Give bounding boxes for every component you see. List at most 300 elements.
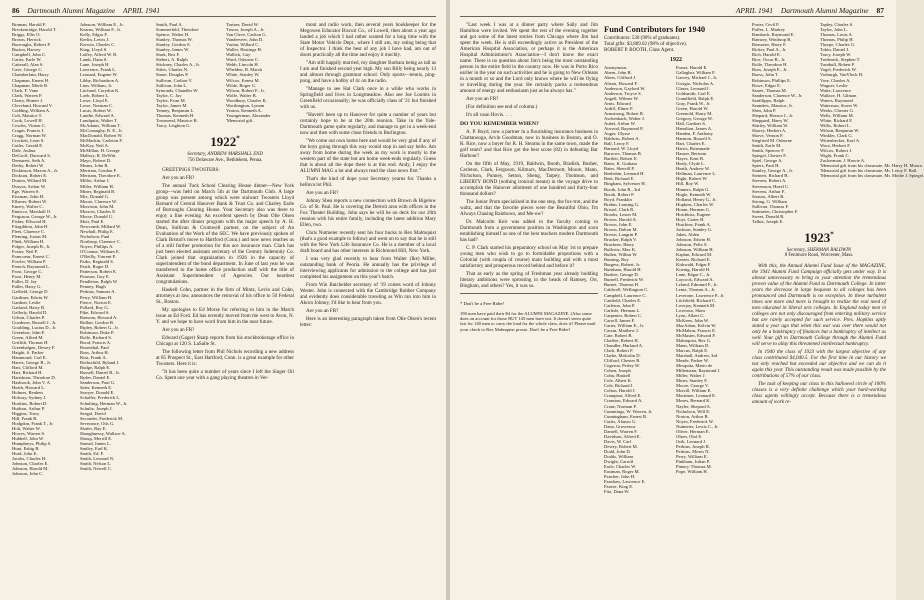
contributor-name: Thomas, Louis A. [820, 32, 853, 38]
contributor-name: Perry, William E. [676, 454, 708, 459]
contributor-name: Hill, Roy W. [676, 181, 700, 187]
contributor-name: Gallagher, William F. [676, 70, 716, 76]
donor-name: Gilson, Charles P. [12, 314, 45, 320]
donor-name: Lundquist, Walter T. [80, 117, 118, 123]
fund-contributors-count: Contributors: 530 (90% of graduates). [604, 36, 681, 41]
contributor-name: Strauss, Albert B. [752, 193, 785, 199]
donor-name: Dickinson, Maxon A., Jr. [12, 168, 59, 174]
contributor-name: Hoyt, Carter H. [676, 216, 705, 222]
donor-name: Chamberlain, Harry [12, 72, 49, 78]
paragraph: From Win Batchelder secretary of '19 comes word of Johnny Wester. John is connected with the Cambridge Rubber Company and evidently does considerable traveling as Win ran into him in Akron Johnny, I'd like to hear from you. [300, 282, 436, 306]
donor-name: Hart, Clifford M. [12, 365, 44, 371]
contributor-name: Marshall, Andrew, 3rd [676, 353, 718, 359]
contributor-name: Zuckerman, J. Harvie A. [820, 158, 866, 164]
contributor-name: Leverone, Lawrence P., Jr. [676, 292, 725, 298]
donor-name: Cragin, Francis J. [12, 127, 45, 133]
donor-name: Flink, William H. [12, 239, 45, 245]
contributor-name: Caldwell, Wellington C. [604, 287, 649, 293]
contributor-name: Sweet, Donald R. [752, 213, 785, 219]
donor-name: Smith, Newell C. [80, 466, 112, 472]
donor-name: Smith, Ed. F. [80, 450, 105, 456]
olsen-letter-excerpt [460, 22, 598, 118]
paragraph: Johnny Sbea reports a new connection with Brown & Bigelow Co. of St. Paul. He is covering the Detroit area with offices in the Fox Theater Building. John says he will be on deck for our 20th reunion with his entire family, including the latest addition Mary Ellen, two. [300, 198, 436, 228]
contributor-name: Cohn, Haskell [604, 373, 631, 379]
contributor-name: Baldwin, Robert A. [604, 136, 640, 142]
left-page [0, 0, 446, 600]
contributor-name: Watterson, Storer W. [820, 102, 859, 108]
donor-name: Rosenthal, Paul [80, 345, 109, 350]
donor-name: Taylor, Evan M. [156, 97, 186, 103]
contributor-name: Saunders, Maurice, Jr. [752, 102, 793, 108]
contributor-name: Mortimer, Leonard E. [676, 393, 717, 399]
contributor-name: Carleton, John P. [604, 302, 636, 308]
contributor-name: Nutmeier, Lewis C., Jr. [676, 423, 719, 429]
donor-name: Wallick, Guy [226, 52, 251, 58]
donor-name: Francoeur, Ernest C. [12, 254, 50, 260]
contributor-name: Clifford, Chester B. [604, 358, 641, 364]
donor-name: Crockett, Leon S. [12, 138, 45, 144]
contributor-name: Ricker, Paul A., Jr. [752, 47, 787, 53]
contributor-name: Anderson, Troyce S. [604, 90, 642, 96]
header-rule [12, 16, 436, 17]
contributor-name: Cummings, W. Warren, Jr. [604, 408, 653, 414]
donor-name: Wilde, Roger G. [226, 82, 257, 88]
donor-name: Goulding, Lucius D., Jr. [12, 324, 57, 330]
donor-name: Sawyer, Donald E. [80, 390, 115, 396]
donor-name: Fowler, William P. [12, 259, 47, 265]
contributor-name: Vose, Charles A. [820, 77, 851, 83]
donor-name: Hammond, Carl E. [12, 355, 47, 361]
contributor-name: Fitz, Dana W. [604, 489, 630, 495]
paragraph: Edward (Gager) Sharp reports from his stockbrokerage office in Chicago at 120 S. LaSalle St. [156, 335, 294, 348]
donor-name: Waller, Hastings H. [226, 47, 262, 53]
right-page-header [736, 6, 884, 15]
donor-name: Vanderveer, John D. [226, 37, 264, 43]
contributor-name: Gray, Frank W., Jr. [676, 100, 711, 106]
donor-name: Stone, Douglas P. [156, 72, 189, 78]
donor-name: Stebert, A. Ralph [156, 57, 188, 63]
contributor-name: Anderson, Gaylord W. [604, 85, 646, 91]
donor-name: Green, Alfred M. [12, 334, 44, 340]
fund-contributors-title: Fund Contributors for 1940 [604, 24, 706, 34]
donor-name: Stark, Rex F. [156, 52, 180, 58]
contributor-name: Shirley, William W. [752, 122, 789, 128]
donor-name: Mott, Paul E. [80, 218, 105, 224]
donor-name: Gellerly, Harold D. [12, 309, 48, 315]
donor-name: Pierce, Norton E. [80, 299, 112, 305]
magazine-title: Dartmouth Alumni Magazine [780, 6, 869, 15]
donor-name: Clark, Warren P. [12, 92, 43, 98]
contributor-name: Garvey, Michael J., Jr. [676, 75, 718, 81]
donor-name: Fuller, D. Jay [12, 279, 37, 285]
contributor-name: Noyes, Frederick W. [676, 418, 714, 424]
contributor-name: McKeen, John W. [676, 317, 709, 323]
donor-name: Burton, Harvey [12, 47, 41, 53]
header-rule [460, 16, 884, 17]
donor-name: Wolfe, Walter B. [226, 92, 257, 98]
donor-name: Symonds, Chandler W. [156, 87, 199, 93]
donor-name: Parks, Reginald S. [80, 259, 114, 265]
contributor-name: Siegfried M. Osborne [752, 138, 792, 144]
class-1922-secretary: Secretary, ANDREW MARSHALL END [187, 151, 263, 157]
contributor-name: Thomas, Philip H. [820, 37, 854, 43]
donor-name: 'Memorial gift. [226, 117, 254, 123]
contributor-name: 'Memorial gift from his classmate, Mr. Leroy F. Ball. [820, 168, 918, 174]
contributor-name: Mann, William D. [676, 342, 710, 348]
paragraph: "Last week I was at a dinner party where Sally and Jim Hamilton were invited. We spent the rest of the evening together and got some of the latest stories from Chicago where Jim had spent the week. He is still exceedingly active as President of the American Hospital Association, or perhaps it is the American Hospital Administrator's Association—I don't know the exact name. There is no question about Jim's being the most outstanding person in the entire field in the country now. He was in Porto Rico earlier in the year on such activities and he is going to New Orleans in a month or so and the Lord only knows where he will be flying or travelling during the year. He certainly packs a tremendous amount of energy and enthusiasm just as he always has." [460, 22, 598, 94]
contributor-name: Marcus, Ralph E. [676, 348, 709, 354]
contributor-name: Stevenson, Hazel C. [752, 183, 790, 189]
contributor-name: Weeks, Chester G. [820, 107, 855, 113]
donor-name: Libby, Richardson A. [80, 77, 120, 83]
contributor-name: Brucker, Ralph V. [604, 236, 637, 242]
contributor-name: Daniell, Warren F. [604, 428, 638, 434]
donor-name: Van Cleve, Carlton G. [226, 32, 267, 38]
donor-name: Hill, Frank R. [12, 415, 38, 421]
donor-name: Seconder, Frederick M. [80, 415, 124, 421]
contributor-name: Grandfield, Ralph E. [676, 95, 715, 101]
donor-name: Spence, Walter H. [156, 32, 190, 38]
contributor-name: Cogeron, Perley W. [604, 363, 640, 369]
paragraph: The annual Tuck School Clearing House dinner—New York group—was held on March 5th at the Dartmouth Club. A large group was present among which were stalwart Twosters Lloyd Barnard of Central Hanover Bank & Trust Co. and Charley Earle of Burroughs Clearing House. Your Secretary also was there to enjoy a fine evening. An excellent speech by Dean Olie Olsen started the after dinner program with the major speech by A. H. Dean, Sullivan & Cromwell partner, on the subject of An Evaluation of the Work of the SEC. We have previously spoken of Clark Bristol's move to Hartford (Conn.) and now news reaches us of a still further promotion for this ace insurance man. Clark has just been elected assistant secretary of the Century Indemnity Co. Clark joined that organization in 1926 in the capacity of superintendent of the bond department. In June of last year he was transferred to the home office production staff with the title of Assistant Superintendent of Agencies. Our heartiest congratulations. [156, 183, 294, 286]
contributor-name: Goldsmith, Carl E. [676, 90, 711, 96]
contributor-name: Kirkwald, Edgar F. [676, 262, 712, 268]
class-1923-column [752, 22, 924, 596]
donor-name: Mallory, R. DeWitt [80, 153, 116, 159]
contributor-name: Hutchins, Frank A. [676, 221, 711, 227]
donor-name: Woodbury, Charles K. [226, 97, 267, 103]
donor-name: Tracy, Leighton G. [156, 122, 191, 128]
donor-name: Derby, Robert W. [12, 163, 45, 169]
contributor-name: Stanley, George A., Jr. [752, 168, 794, 174]
donor-name: Cowles, Vinton C. [12, 122, 46, 128]
contributor-name: Dwight, Carroll [604, 459, 634, 465]
donor-name: Fisher, Ellwood H. [12, 218, 47, 224]
donor-name: Smith, Paul A. [156, 22, 183, 27]
contributor-name: Bates, Sherrill P. [604, 166, 635, 172]
contributor-name: Woot, Herbert F. [820, 143, 851, 149]
donor-list-column-4 [226, 22, 294, 123]
paragraph: The task of keeping our class in this hallowed circle of 100% classes is a very definite challenge which your hard-working class agents willingly accept. Because there is a tremendous amount of work re- [752, 381, 886, 406]
contributor-name: Puffer, L. Markey [752, 27, 785, 33]
contributor-name: Hall, Gardner S. [676, 120, 707, 126]
donor-name: Brown, Herrick [12, 37, 41, 43]
contributor-name: Nayler, Shepard A. [676, 403, 712, 409]
contributor-name: Nicholson, Will E. [676, 408, 711, 414]
donor-name: Litchard, Corydon K. [80, 87, 120, 93]
donor-name: Ridlon, Gordon R. [80, 319, 115, 325]
donor-name: Patterson, Robert E. [80, 269, 117, 275]
donor-name: Sater, Kenneth E. [80, 385, 113, 391]
contributor-name: Davis, W. Carl [604, 438, 632, 444]
contributor-name: Bullwitz, Max K. [604, 247, 637, 253]
paragraph: "It has been quite a number of years since I left the Singer Oil Co. Spent one year with a gang playing theatres in Ver- [156, 369, 294, 382]
donor-name: Morrow, Charles E. [80, 208, 117, 214]
contributor-name: Lentz, Thomas A., Jr. [676, 287, 716, 293]
donor-name: Northrup, Clarence C. [80, 239, 121, 245]
donor-list-column-1 [12, 22, 78, 596]
donor-name: Ross, Arthur H. [80, 350, 109, 356]
donor-name: Kelly, Edgar F. [80, 32, 108, 38]
contributor-name: Colton, Harold J. [604, 388, 636, 394]
donor-name: Loeb, Robert L. [80, 92, 110, 98]
class-1923-secretary: Secretary, SHERMAN BALDWIN [786, 247, 852, 253]
contributor-name: Pinney, Thomas M. [676, 464, 712, 470]
fund-contributors-list-a [604, 65, 674, 494]
donor-name: Miner, Reginald B. [80, 188, 116, 194]
paragraph: The following letter from Phil Nichols recording a new address at 85 Prospect St., East Hartford, Conn. is a great example for other Twosters. Here it is: [156, 349, 294, 368]
contributor-name: Chaffee, Robert H. [604, 337, 639, 343]
donor-name: Breckenridge, Harold T. [12, 27, 57, 33]
donor-name: Pearson, Guy E. [80, 274, 110, 280]
contributor-name: Jackson, Stanley G. [676, 226, 713, 232]
contributor-name: Handen, F. Anthony [676, 131, 713, 136]
contributor-name: Tobin, Daniel J. [820, 47, 850, 53]
donor-name: Moore, Clarence W. [80, 198, 117, 204]
contributor-name: Cole, Richard J. [604, 383, 634, 389]
contributor-name: Ball, Leroy F. [604, 141, 630, 147]
contributor-name: Loverour, Shaw [676, 307, 706, 313]
donor-name: Eissman, John H. [12, 193, 45, 199]
contributor-name: Glazer, Leonard J. [676, 85, 710, 91]
contributor-name: Carter, William E., Jr. [604, 322, 644, 328]
donor-name: Merriam, Gordon F. [80, 168, 117, 174]
donor-name: Shoup, Merrill E. [80, 435, 113, 441]
donor-name: Lowe, Lloyd E. [80, 97, 109, 103]
contributor-name: Jakes, Alden [676, 231, 700, 237]
contributor-name: Thorpe, Charles G. [820, 42, 856, 48]
donor-name: Worthington, Lyman [226, 102, 265, 108]
remember-when-heading: DO YOU REMEMBER WHEN? [460, 121, 539, 127]
donor-name: Hudson, Arthur P. [12, 405, 45, 411]
donor-name: Ferguson, George W., Jr. [12, 213, 58, 219]
donor-name: Sommerfeld, Theodore [156, 27, 199, 33]
donor-name: Leonard, Eugene W. [80, 72, 118, 78]
contributor-name: Vogel, Frederick W. [820, 67, 857, 73]
donor-name: Briggs, Ellis O. [12, 32, 41, 38]
contributor-name: Waite, Lawrence [820, 87, 852, 93]
donor-name: Codding, William A. [12, 107, 51, 113]
contributor-name: Bingham, Sylvester H. [604, 181, 646, 187]
donor-name: Clark, F. Vane [12, 87, 39, 93]
contributor-name: Hight, Robert W. [676, 176, 708, 182]
donor-name: Fitzgibbon, John H. [12, 223, 49, 229]
contributor-name: Hart, Charles E. [676, 141, 706, 147]
contributor-name: Talbot, Joseph E. [752, 218, 784, 224]
donor-list-column-2 [80, 22, 152, 596]
contributor-name: Bruckner, Harry [604, 242, 634, 248]
donor-name: King, Lloyd S. [80, 47, 108, 53]
donor-name: Carter, Earle W. [12, 57, 42, 63]
contributor-name: Kaplan, Edward M. [676, 252, 713, 258]
donor-name: Frost, Henry M. [12, 274, 42, 280]
donor-name: Wilson, Robert F., Jr. [226, 87, 265, 93]
contributor-name: Lane, Edgar C., Jr. [676, 272, 711, 278]
donor-name: Miller, Arthur J. [80, 178, 110, 184]
paragraph: Chris Nutmeier recently sent his four bucks to Rex Malmquist (that's a good example to follow) and went on to say that he is still with the New York Life Insurance Co. He is a member of a local draft board and has other interests in Richmond Hill, New York. [300, 230, 436, 254]
donor-name: Russell, Daniel B., Jr. [80, 370, 120, 376]
class-1923-heading: 1923* [804, 229, 834, 245]
contributor-name: Giorgio, Nicholas A. [676, 80, 715, 86]
contributor-name: Smith, Earle M. [752, 143, 782, 149]
donor-name: Gardner, Leslie [12, 299, 41, 305]
contributor-name: Brabin, Lansing G. [604, 201, 640, 207]
fund-contributors-list-d [820, 22, 924, 179]
donor-name: Hunt, Ezbig B. [12, 445, 40, 451]
contributor-name: Perkins, Moses N. [676, 448, 710, 454]
contributor-name: Vorburgh, VanVleck H. [820, 72, 864, 78]
contributor-name: Dodd, John D. [604, 448, 631, 454]
donor-name: Griffith, Thomas H. [12, 339, 49, 345]
donor-name: Fleming, Justus M. [12, 233, 48, 239]
donor-name: Ryder, Daniel E. [80, 375, 111, 381]
contributor-name: Spiers, Paul H. [752, 163, 780, 169]
contributor-name: Cranston, Edward A. [604, 398, 643, 404]
contributor-name: Ross, Joseph E., Jr. [752, 67, 788, 73]
donor-name: Taylor, C. Jay [156, 92, 182, 98]
donor-name: Ellsmer, Robert W. [12, 198, 48, 204]
paragraph: "Manage to see Hal Clark once in a while who works in Springfield and lives in Longmeadow. Also see Joe Loomis in Greenfield occasionally; he was officially class of '21 but finished with us. [300, 86, 436, 110]
contributor-name: Keezer, Richard E. [676, 257, 711, 263]
contributor-name: Atwood, Raymond P. [604, 125, 644, 131]
donor-name: Smiley, Earl K. [80, 445, 109, 451]
donor-name: Miller, William H. [80, 183, 114, 189]
paragraph: My apologies to Ed Morse for referring to him in the March issue as Ed Ford. Ed has recently moved from the west to Avon, N. Y. and we hope to have word from him in the near future. [156, 307, 294, 326]
contributor-name: Davidson, Alfred E. [604, 433, 641, 439]
contributor-name: Rice, Oscar R., Jr. [752, 57, 786, 63]
donor-name: Newcomb, Millard W. [80, 223, 122, 229]
contributor-name: Moses, Bernard K. [676, 398, 711, 404]
donor-list-column-3 [156, 22, 222, 128]
donor-name: Cook, Lowell H. [12, 117, 43, 123]
contributor-name: Smith, Spencer F. [752, 148, 785, 154]
class-1922-notes [156, 167, 294, 381]
contributor-name: McMahon, Francis E. [676, 327, 717, 333]
contributor-name: Laycock, Edward A. [676, 277, 714, 283]
donor-name: Holway, Sydney J. [12, 395, 47, 401]
contributor-name: Johnson, Felix S. [676, 242, 708, 248]
class-1923-address: 8 Fenimore Road, Worcester, Mass. [784, 253, 854, 259]
left-page-header [12, 6, 160, 15]
contributor-name: Armstrong, Robert R. [604, 110, 645, 116]
donor-name: Stickney, Charles A., Jr. [156, 62, 200, 68]
contributor-name: Pope, William H. [676, 469, 708, 475]
paragraph: (For definition see end of column.) [466, 104, 538, 110]
contributor-name: Akers, Clifford J. [604, 75, 637, 81]
donor-name: Chapman, Ernest H. [12, 77, 50, 83]
contributor-name: Wight, Frank C. [820, 153, 850, 159]
donor-name: Rost, Frank A. [80, 355, 107, 361]
contributor-name: Crane, Norman F. [604, 403, 637, 409]
class-1922-letter-column [460, 22, 598, 596]
donor-name: Gaffield, George D. [12, 289, 49, 295]
contributor-name: Brown, Harold A. [604, 216, 637, 222]
contributor-name: Green, Harold W. [676, 105, 709, 111]
paragraph: A. P. Boyd, now a partner in a flourishing insurance business in Chattanooga, Arvin Goodman, now in business in Boston, and O. R. Rice, now a buyer for R. H. Stearns in the same town, made the golf team? and that Rice got the best score (82) in defeating Bar Harbour? [460, 129, 598, 159]
donor-name: Noyes, Phillips A. [80, 244, 114, 250]
donor-name: Rudge, Ralph E. [80, 365, 111, 371]
donor-name: Higgins, Tracy [12, 410, 40, 416]
donor-name: McMillan, H. George [80, 148, 120, 154]
donor-name: Fleet, Clarence C. [12, 228, 46, 234]
contributor-name: Litchfield, Richard C. [676, 297, 717, 303]
donor-name: Holmes, Reuben [12, 390, 43, 396]
class-1922-address: 756 Delaware Ave., Bethlehem, Penna. [187, 157, 263, 163]
donor-name: Hurd, John E. [12, 450, 38, 456]
donor-name: Severance, Otis G. [80, 420, 115, 426]
contributor-name: Brown, Langrin P. [604, 231, 638, 237]
contributor-name: Alison, Howard F. [604, 80, 638, 86]
contributor-name: Holland, Henry G., Jr. [676, 196, 717, 202]
donor-name: Merriam, Theodore E. [80, 173, 121, 179]
donor-name: Greenhalgen, Dewey F. [12, 345, 56, 350]
donor-name: Cutler, Gerald E. [12, 143, 44, 149]
donor-name: Demarest, Seth A. [12, 158, 46, 164]
contributor-name: Brown, John E. [604, 221, 633, 227]
contributor-name: Aschenbach, Walter J. [604, 115, 645, 121]
contributor-name: Anonymous [604, 65, 627, 71]
contributor-name: Wilson, Benjamin W. [820, 127, 860, 133]
donor-name: Youngerman, Alexander [226, 112, 271, 118]
contributor-name: Healy, Clyde L. [676, 161, 706, 167]
contributor-name: Barrows, Thomas B. [604, 151, 642, 157]
donor-name: McKay, Neil A. [80, 143, 110, 149]
contributor-name: Reasoner, Harry F. [752, 42, 787, 48]
paragraph: With this, the Annual Alumni Fund Issue of the MAGAZINE, the 1941 Alumni Fund Campaign officially gets under way. It is almost unnecessary to bring to your attention the tremendous proven value of the Alumni Fund to Dartmouth College. In latter years the decrease in large bequests to all colleges has been pronounced and Dartmouth is no exception. In these turbulent times one more and more is brought to realize the real need of men educated in liberal arts colleges. In England today men in colleges are not only discouraged from entering military service but are rarely accepted for such service. Pres. Hopkins aptly stated a year ago that when this war was over there would not only be a bankruptcy of finances but a bankruptcy of intellect as well. Your gift to Dartmouth College through the Alumni Fund will serve to allay this threatened intellectual bankruptcy. [752, 263, 886, 348]
contributor-name: Malmquist, Rex G. [676, 337, 712, 343]
paragraph: Are you an FR? [162, 175, 195, 182]
contributor-name: Stevens, Arthur F. [752, 188, 786, 194]
paragraph: GREETINGS TWOSTERS: [162, 167, 220, 174]
donor-name: Sanderson, Paul G. [80, 380, 116, 386]
contributor-name: Tapley, Charles S. [820, 22, 854, 27]
contributor-name: Norton, Arthur B. [676, 413, 709, 419]
donor-name: Dale, Joshua [12, 148, 36, 154]
donor-name: Townsend, Maurice B. [156, 117, 198, 123]
contributor-name: Canfield, Charles E. [604, 297, 642, 303]
contributor-name: Rolfe, Theodore H. [752, 62, 788, 68]
fund-year-label: 1922 [670, 57, 682, 64]
fund-contributors-list-b [676, 65, 748, 474]
donor-name: Tuxon, Joseph A., Jr. [226, 27, 265, 33]
contributor-name: Winkler, Clark G. [820, 133, 853, 139]
contributor-name: 'Memorial gift from his classmate, Mr. Harry H. Moore. [820, 163, 923, 169]
contributor-name: Meade, Parker W. [676, 358, 709, 364]
contributor-name: Tracy, Joseph W. [820, 52, 852, 58]
donor-name: Humphreys, Philip S. [12, 440, 52, 446]
contributor-name: Hotchkiss, Eugene [676, 211, 711, 217]
contributor-name: Perkins, Joseph R. [676, 443, 710, 449]
contributor-name: Morrill, William E. [676, 388, 712, 394]
contributor-name: Lyon, Albert C. [676, 312, 705, 318]
donor-name: Jacobs, Charles H. [12, 456, 47, 462]
donor-name: Penney, Hugh [80, 284, 106, 290]
contributor-name: Bartlett, Robert E. [604, 156, 638, 162]
donor-name: Schultz, Joseph J. [80, 405, 113, 411]
paragraph: C. P. Clark started his preparatory school on May 1st to prepare young men who wish to go to formidable proportions with a Colonial (with coupla of course) main building and with a most satisfactory and prosperous record behind and before it? [460, 245, 598, 269]
contributor-name: Rambach, Raymond E. [752, 32, 795, 38]
donor-name: O'Reilly, Vincent P. [80, 254, 116, 260]
donor-name: Hasbrook, John V. A. [12, 380, 52, 386]
contributor-name: Willis, Robert L. [820, 122, 851, 128]
donor-name: Trainer, David W. [226, 22, 259, 27]
fund-total-gifts: Total gifts: $3,809.02 (98% of objective). [604, 41, 687, 47]
donor-name: Stanley, James W. [156, 47, 190, 53]
contributor-name: Burgess, Robert, Jr. [604, 262, 641, 268]
contributor-name: Carpenter, Robert C. [604, 312, 643, 318]
paragraph: "We come out own home here and would be very glad if any of the boys going through this way would stop in and say hello. Am away from home during the week as my work is mostly in the western part of the state but am home week-ends regularly. Guess that is about all the dope there is at this end. Andy, I enjoy the ALUMNI MAG a lot and always read the class news first." [300, 138, 436, 174]
contributor-name: Tredenick, Stephen T. [820, 57, 861, 63]
